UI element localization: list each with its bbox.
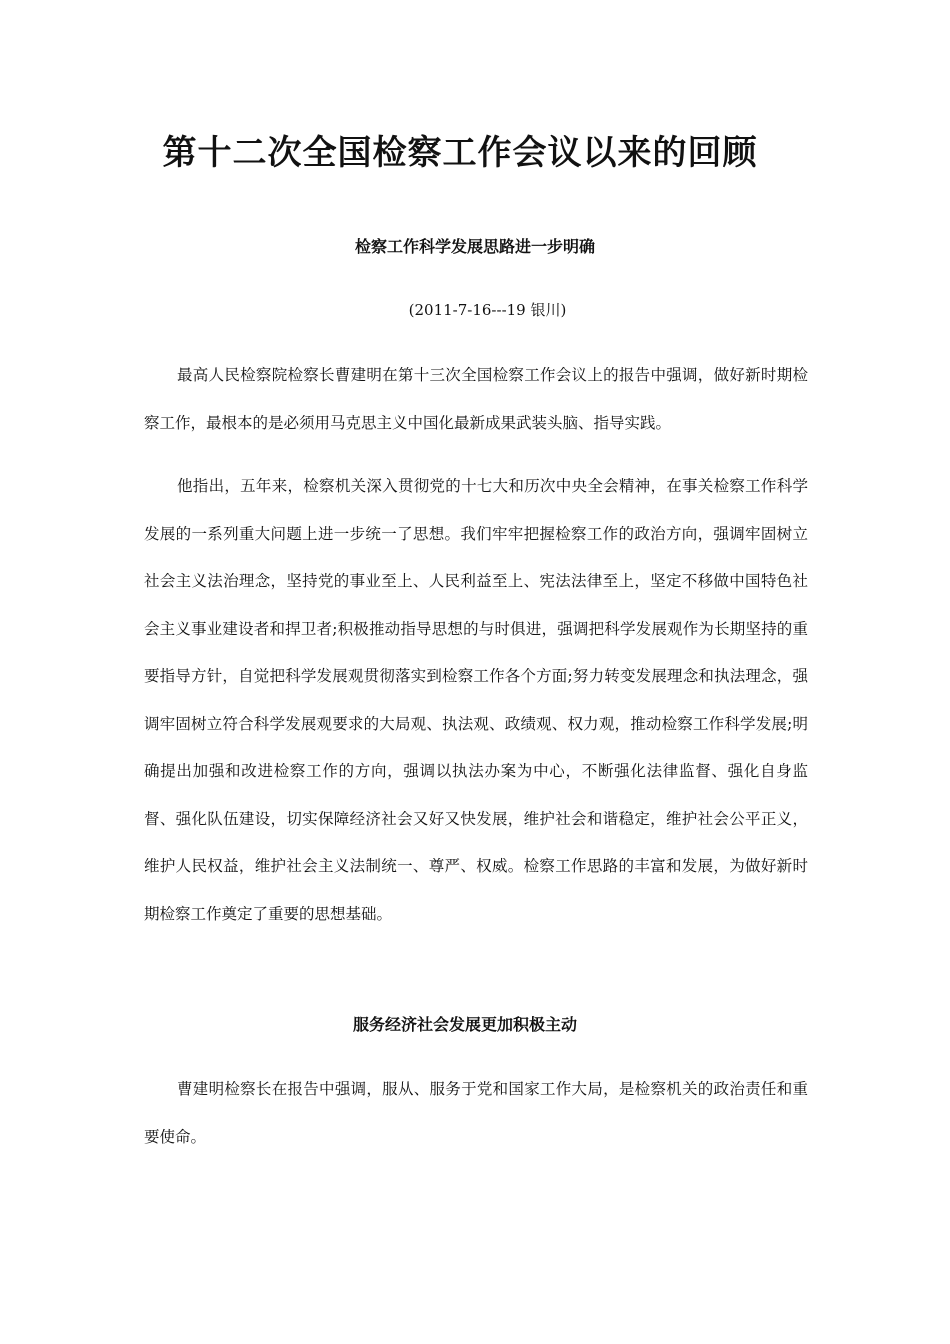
dateline: (2011-7-16---19 银川) <box>408 301 567 319</box>
paragraph-intro: 最高人民检察院检察长曹建明在第十三次全国检察工作会议上的报告中强调，做好新时期检察工作，最根本的是必须用马克思主义中国化最新成果武装头脑、指导实践。 <box>144 366 808 432</box>
section-heading-economy: 服务经济社会发展更加积极主动 <box>352 1015 577 1034</box>
paragraph-service: 曹建明检察长在报告中强调，服从、服务于党和国家工作大局，是检察机关的政治责任和重要使命。 <box>144 1080 808 1146</box>
paragraph-review: 他指出，五年来，检察机关深入贯彻党的十七大和历次中央全会精神，在事关检察工作科学发展的一系列重大问题上进一步统一了思想。我们牢牢把握检察工作的政治方向，强调牢固树立社会主义法治理念，坚持党的事业至上、人民利益至上、宪法法律至上，坚定不移做中国特色社会主义事业建设者和捍卫者;积极推动指导思想的与时俱进，强调把科学发展观作为长期坚持的重要指导方针，自觉把科学发展观贯彻落实到检察工作各个方面;努力转变发展理念和执法理念，强调牢固树立符合科学发展观要求的大局观、执法观、政绩观、权力观，推动检察工作科学发展;明确提出加强和改进检察工作的方向，强调以执法办案为中心，不断强化法律监督、强化自身监督、强化队伍建设，切实保障经济社会又好又快发展，维护社会和谐稳定，维护社会公平正义，维护人民权益，维护社会主义法制统一、尊严、权威。检察工作思路的丰富和发展，为做好新时期检察工作奠定了重要的思想基础。 <box>144 477 808 923</box>
document-title: 第十二次全国检察工作会议以来的回顾 <box>162 133 758 173</box>
section-heading-ideas: 检察工作科学发展思路进一步明确 <box>354 237 595 256</box>
